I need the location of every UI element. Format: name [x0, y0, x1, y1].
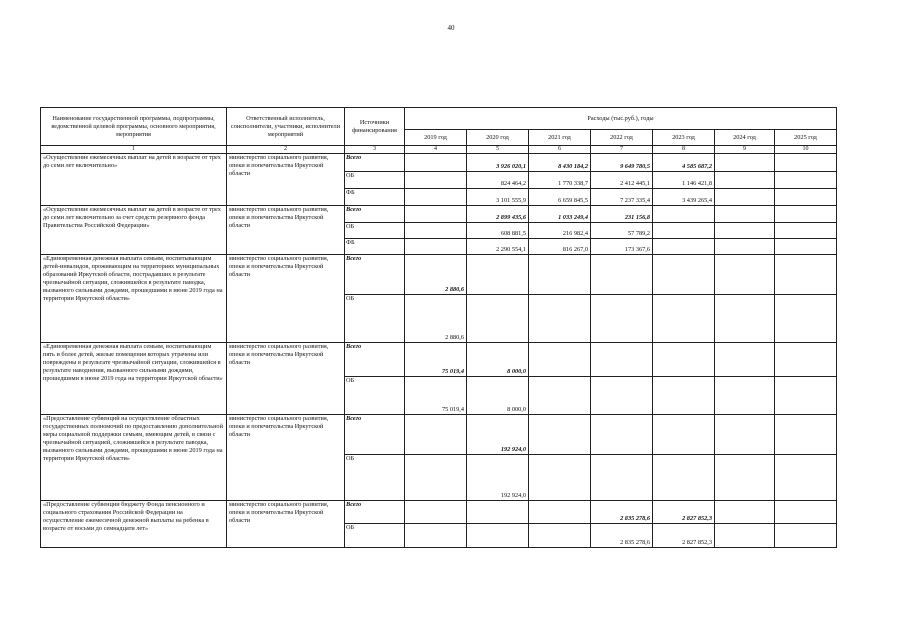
expense-value — [775, 154, 837, 172]
expense-value — [405, 154, 467, 172]
column-number: 7 — [591, 146, 653, 154]
expense-value: 2 880,6 — [405, 255, 467, 295]
table-row — [41, 206, 837, 223]
expense-value — [405, 172, 467, 189]
expense-value — [653, 239, 715, 255]
expense-value — [715, 172, 775, 189]
measure-name: «Единовременная денежная выплата семьям, воспитывающим пять и более детей, жилые помещения которых утрачены или повреждены в результате чрезвычайной ситуации, сложившейся в результате наводнения, вызванного сильными дождями, прошедшими в июне 2019 года на территории Иркутской области» — [41, 343, 227, 415]
header-year: 2022 год — [591, 130, 653, 146]
expense-value — [467, 295, 529, 343]
funding-source: ОБ — [345, 172, 405, 189]
funding-source: ФБ — [345, 189, 405, 206]
expense-value — [653, 343, 715, 377]
expense-value: 6 659 845,5 — [529, 189, 591, 206]
expense-value — [405, 415, 467, 455]
expense-value — [653, 455, 715, 501]
expense-value — [775, 501, 837, 524]
expense-value: 8 430 184,2 — [529, 154, 591, 172]
expense-value — [405, 206, 467, 223]
expense-value: 608 881,5 — [467, 223, 529, 239]
expense-value — [715, 415, 775, 455]
expense-value: 192 924,0 — [467, 455, 529, 501]
column-number: 8 — [653, 146, 715, 154]
table-row — [41, 501, 837, 524]
expense-value: 192 924,0 — [467, 415, 529, 455]
responsible-executor: министерство социального развития, опеки и попечительства Иркутской области — [227, 255, 345, 343]
expense-value — [715, 154, 775, 172]
column-number: 1 — [41, 146, 227, 154]
expense-value — [405, 239, 467, 255]
funding-source: ОБ — [345, 377, 405, 415]
header-year: 2020 год — [467, 130, 529, 146]
expenses-table — [40, 107, 837, 548]
expense-value — [653, 255, 715, 295]
column-number: 3 — [345, 146, 405, 154]
expense-value: 173 367,6 — [591, 239, 653, 255]
header-year: 2019 год — [405, 130, 467, 146]
expense-value — [715, 343, 775, 377]
funding-source: ФБ — [345, 239, 405, 255]
expense-value — [775, 255, 837, 295]
funding-source: Всего — [345, 343, 405, 377]
expense-value — [591, 295, 653, 343]
expense-value: 2 827 852,3 — [653, 524, 715, 548]
expense-value — [775, 377, 837, 415]
expense-value — [775, 415, 837, 455]
funding-source: Всего — [345, 154, 405, 172]
header-src-col: Источники финансирования — [345, 108, 405, 146]
expense-value: 75 019,4 — [405, 343, 467, 377]
expense-value: 9 649 780,5 — [591, 154, 653, 172]
expense-value — [405, 189, 467, 206]
measure-name: «Единовременная денежная выплата семьям, воспитывающим детей-инвалидов, проживающим на территориях муниципальных образований Иркутской области, пострадавших в результате чрезвычайной ситуации, сложившейся в результате паводка, вызванного сильными дождями, прошедшими в июне 2019 года на территории Иркутской области» — [41, 255, 227, 343]
expense-value — [591, 455, 653, 501]
funding-source: Всего — [345, 501, 405, 524]
expense-value: 1 146 421,8 — [653, 172, 715, 189]
expense-value — [653, 377, 715, 415]
expense-value — [529, 501, 591, 524]
expense-value — [529, 377, 591, 415]
expense-value: 2 412 445,1 — [591, 172, 653, 189]
header-year: 2023 год — [653, 130, 715, 146]
column-number: 10 — [775, 146, 837, 154]
expense-value: 2 835 278,6 — [591, 501, 653, 524]
expense-value: 3 101 555,9 — [467, 189, 529, 206]
expense-value — [591, 377, 653, 415]
expense-value — [715, 295, 775, 343]
expense-value — [529, 524, 591, 548]
funding-source: ОБ — [345, 524, 405, 548]
expense-value — [467, 255, 529, 295]
table-row — [41, 415, 837, 455]
column-number: 6 — [529, 146, 591, 154]
expense-value: 57 789,2 — [591, 223, 653, 239]
expense-value: 231 156,8 — [591, 206, 653, 223]
expense-value: 3 926 020,1 — [467, 154, 529, 172]
expense-value — [467, 501, 529, 524]
expense-value — [529, 255, 591, 295]
expense-value — [529, 455, 591, 501]
expense-value: 824 464,2 — [467, 172, 529, 189]
responsible-executor: министерство социального развития, опеки и попечительства Иркутской области — [227, 206, 345, 255]
expense-value: 816 267,0 — [529, 239, 591, 255]
table-row — [41, 343, 837, 377]
funding-source: Всего — [345, 206, 405, 223]
header-expenses: Расходы (тыс.руб.), годы — [405, 108, 837, 130]
header-year: 2025 год — [775, 130, 837, 146]
measure-name: «Осуществление ежемесячных выплат на детей в возрасте от трех до семи лет включительно за счет средств резервного фонда Правительства Российской Федерации» — [41, 206, 227, 255]
expense-value: 2 290 554,1 — [467, 239, 529, 255]
expense-value — [715, 524, 775, 548]
expense-value: 2 835 278,6 — [591, 524, 653, 548]
header-year: 2021 год — [529, 130, 591, 146]
expense-value: 8 000,0 — [467, 343, 529, 377]
column-number: 5 — [467, 146, 529, 154]
expense-value — [715, 377, 775, 415]
expense-value — [529, 295, 591, 343]
table-row — [41, 255, 837, 295]
page-number: 40 — [447, 24, 455, 32]
expense-value — [529, 415, 591, 455]
header-name-col: Наименование государственной программы, подпрограммы, ведомственной целевой программы, основного мероприятия, мероприятия — [41, 108, 227, 146]
expense-value — [591, 343, 653, 377]
expense-value — [775, 206, 837, 223]
measure-name: «Предоставление субвенций на осуществление областных государственных полномочий по предоставлению дополнительной меры социальной поддержки семьям, имеющим детей, в связи с чрезвычайной ситуацией, сложившейся в результате паводка, вызванного сильными дождями, прошедшими в июне 2019 года на территории Иркутской области» — [41, 415, 227, 501]
expense-value — [775, 189, 837, 206]
funding-source: ОБ — [345, 455, 405, 501]
expense-value — [653, 415, 715, 455]
expense-value: 4 585 687,2 — [653, 154, 715, 172]
expense-value — [467, 524, 529, 548]
responsible-executor: министерство социального развития, опеки и попечительства Иркутской области — [227, 501, 345, 548]
measure-name: «Осуществление ежемесячных выплат на детей в возрасте от трех до семи лет включительно» — [41, 154, 227, 206]
expense-value: 216 982,4 — [529, 223, 591, 239]
expense-value — [591, 255, 653, 295]
expense-value: 7 237 335,4 — [591, 189, 653, 206]
expense-value — [715, 239, 775, 255]
expense-value: 2 827 852,3 — [653, 501, 715, 524]
expense-value — [715, 223, 775, 239]
responsible-executor: министерство социального развития, опеки и попечительства Иркутской области — [227, 415, 345, 501]
funding-source: Всего — [345, 415, 405, 455]
expense-value: 2 899 435,6 — [467, 206, 529, 223]
column-number: 2 — [227, 146, 345, 154]
expense-value — [653, 223, 715, 239]
expense-value — [653, 206, 715, 223]
expense-value — [775, 172, 837, 189]
expense-value — [775, 524, 837, 548]
funding-source: ОБ — [345, 223, 405, 239]
expense-value — [715, 255, 775, 295]
column-number: 4 — [405, 146, 467, 154]
expense-value — [405, 223, 467, 239]
expense-value: 8 000,0 — [467, 377, 529, 415]
expense-value — [591, 415, 653, 455]
expense-value — [715, 206, 775, 223]
responsible-executor: министерство социального развития, опеки и попечительства Иркутской области — [227, 154, 345, 206]
expense-value — [775, 343, 837, 377]
column-number: 9 — [715, 146, 775, 154]
expense-value — [775, 223, 837, 239]
responsible-executor: министерство социального развития, опеки и попечительства Иркутской области — [227, 343, 345, 415]
funding-source: Всего — [345, 255, 405, 295]
header-resp-col: Ответственный исполнитель, соисполнители, участники, исполнители мероприятий — [227, 108, 345, 146]
funding-source: ОБ — [345, 295, 405, 343]
expense-value: 2 880,6 — [405, 295, 467, 343]
expense-value — [775, 239, 837, 255]
expense-value — [405, 524, 467, 548]
expense-value: 1 770 338,7 — [529, 172, 591, 189]
table-row — [41, 154, 837, 172]
expense-value: 75 019,4 — [405, 377, 467, 415]
expense-value — [653, 295, 715, 343]
expense-value — [715, 455, 775, 501]
expense-value — [775, 295, 837, 343]
expense-value: 1 033 249,4 — [529, 206, 591, 223]
header-year: 2024 год — [715, 130, 775, 146]
expense-value — [775, 455, 837, 501]
measure-name: «Предоставление субвенции бюджету Фонда пенсионного и социального страхования Российской Федерации на осуществление ежемесячной денежной выплаты на ребенка в возрасте от восьми до семнадцати лет» — [41, 501, 227, 548]
expense-value — [529, 343, 591, 377]
expense-value — [405, 501, 467, 524]
expense-value — [715, 189, 775, 206]
expense-value — [715, 501, 775, 524]
expense-value: 3 439 265,4 — [653, 189, 715, 206]
expense-value — [405, 455, 467, 501]
